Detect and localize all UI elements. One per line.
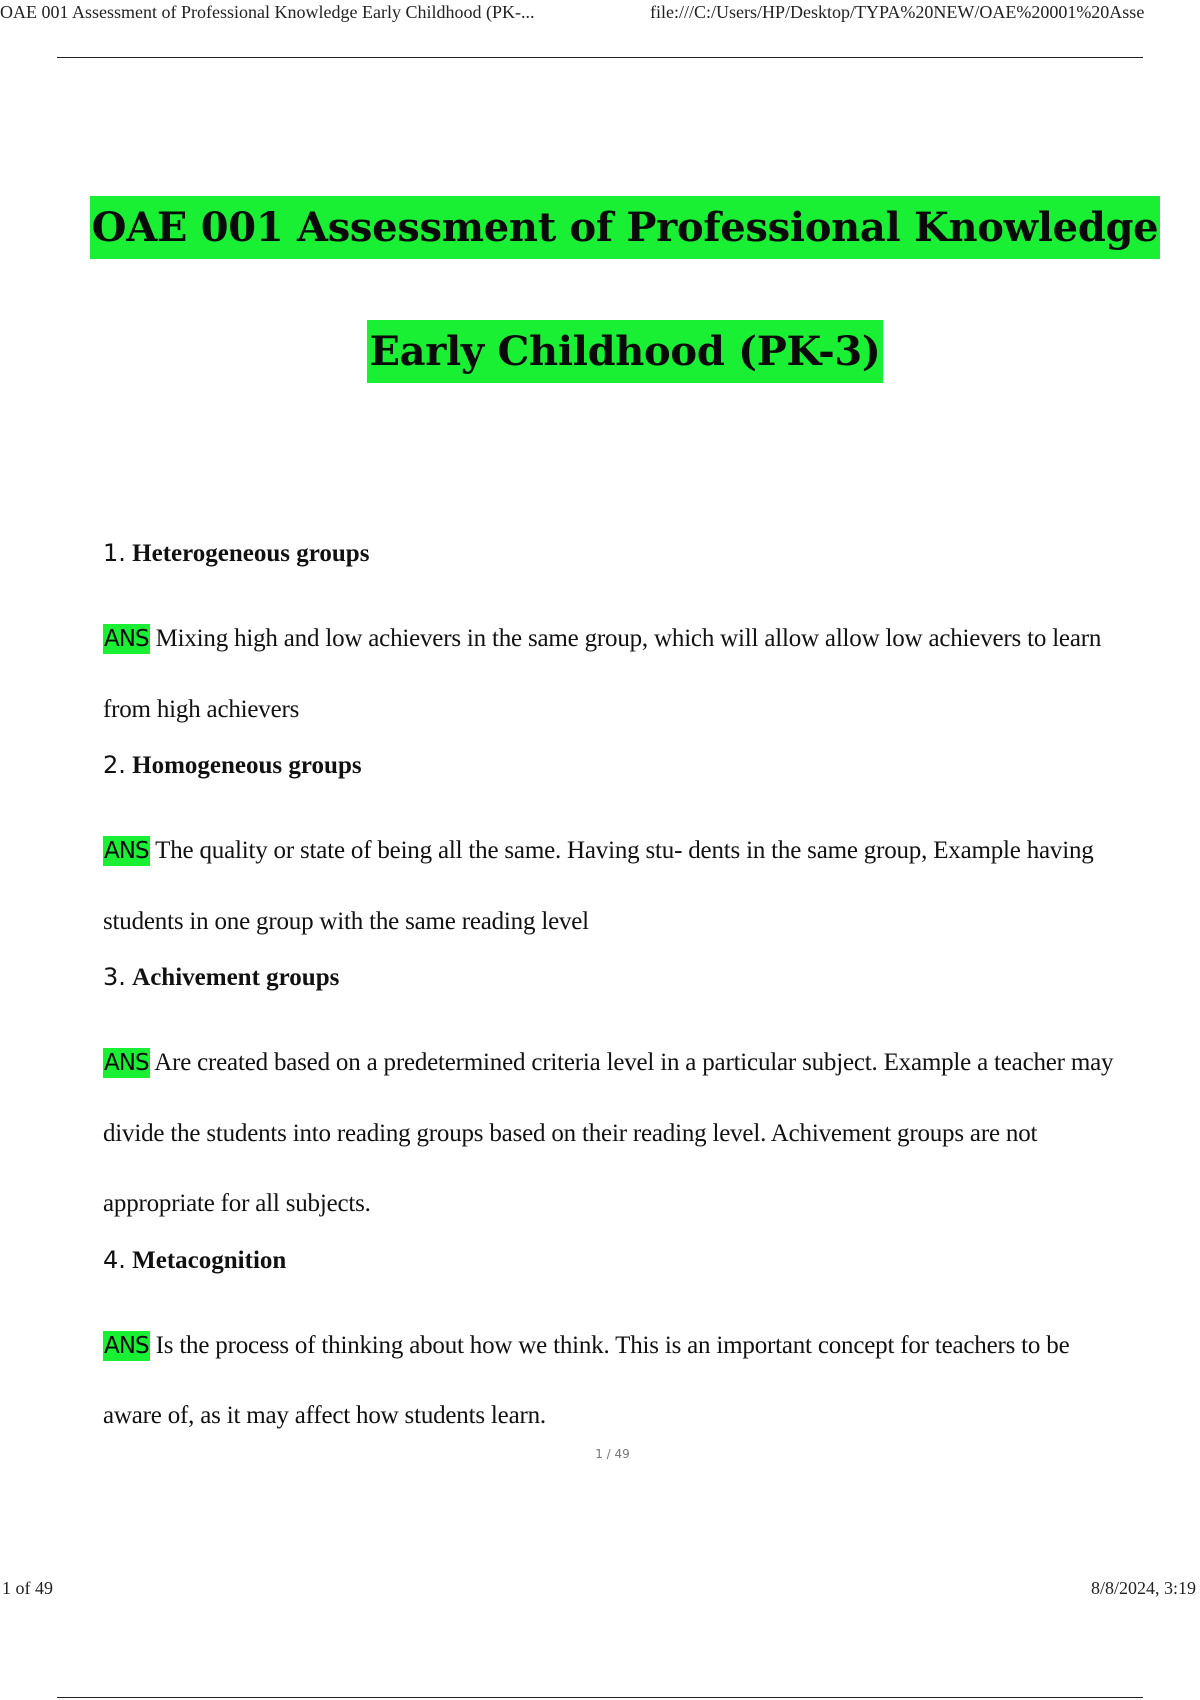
- answer-text: The quality or state of being all the same. Having stu- dents in the same group, Example having students in one group with the same reading level: [103, 837, 1094, 935]
- title-line-2: Early Childhood (PK-3): [367, 320, 882, 383]
- question-list: [103, 533, 1133, 1452]
- answer-paragraph: [103, 1028, 1133, 1240]
- question-heading: [103, 957, 1133, 1028]
- question-item: [103, 957, 1133, 1240]
- answer-tag: ANS: [104, 1050, 149, 1076]
- answer-tag: ANS: [104, 1332, 149, 1359]
- question-number: 4.: [103, 1245, 126, 1274]
- question-heading: [103, 745, 1133, 816]
- footer-divider: [57, 1697, 1143, 1698]
- answer-paragraph: [103, 604, 1133, 745]
- question-heading: [103, 533, 1133, 604]
- answer-tag: ANS: [104, 838, 149, 864]
- title-line-1: OAE 001 Assessment of Professional Knowledge: [90, 196, 1161, 259]
- question-heading: [103, 1240, 1133, 1311]
- footer-timestamp: 8/8/2024, 3:19: [1090, 1578, 1196, 1598]
- header-divider: [57, 57, 1143, 58]
- answer-paragraph: [103, 816, 1133, 957]
- print-header: [0, 0, 1200, 26]
- document-title: [0, 196, 1200, 383]
- question-item: [103, 533, 1133, 745]
- footer-page-count: 1 of 49: [2, 1578, 53, 1598]
- answer-tag: ANS: [104, 626, 149, 652]
- answer-text: Are created based on a predetermined criteria level in a particular subject. Example a teacher may divide the students into reading groups based on their reading level. Achivement groups are not appropriate for all subjects.: [103, 1049, 1114, 1217]
- question-number: 3.: [103, 963, 126, 991]
- page-indicator: 1 / 49: [595, 1447, 630, 1461]
- question-title: Achivement groups: [132, 964, 340, 991]
- header-file-path: file:///C:/Users/HP/Desktop/TYPA%20NEW/OAE%20001%20Asse: [650, 2, 1145, 22]
- question-title: Heterogeneous groups: [132, 540, 370, 567]
- answer-paragraph: [103, 1311, 1133, 1452]
- answer-text: Is the process of thinking about how we think. This is an important concept for teachers to be aware of, as it may affect how students learn.: [103, 1331, 1070, 1429]
- answer-text: Mixing high and low achievers in the same group, which will allow allow low achievers to learn from high achievers: [103, 625, 1102, 723]
- question-item: [103, 745, 1133, 957]
- header-document-title: OAE 001 Assessment of Professional Knowledge Early Childhood (PK-...: [0, 2, 535, 22]
- question-item: [103, 1240, 1133, 1452]
- question-title: Metacognition: [132, 1246, 287, 1274]
- question-number: 2.: [103, 751, 126, 779]
- question-number: 1.: [103, 539, 126, 567]
- question-title: Homogeneous groups: [132, 752, 362, 779]
